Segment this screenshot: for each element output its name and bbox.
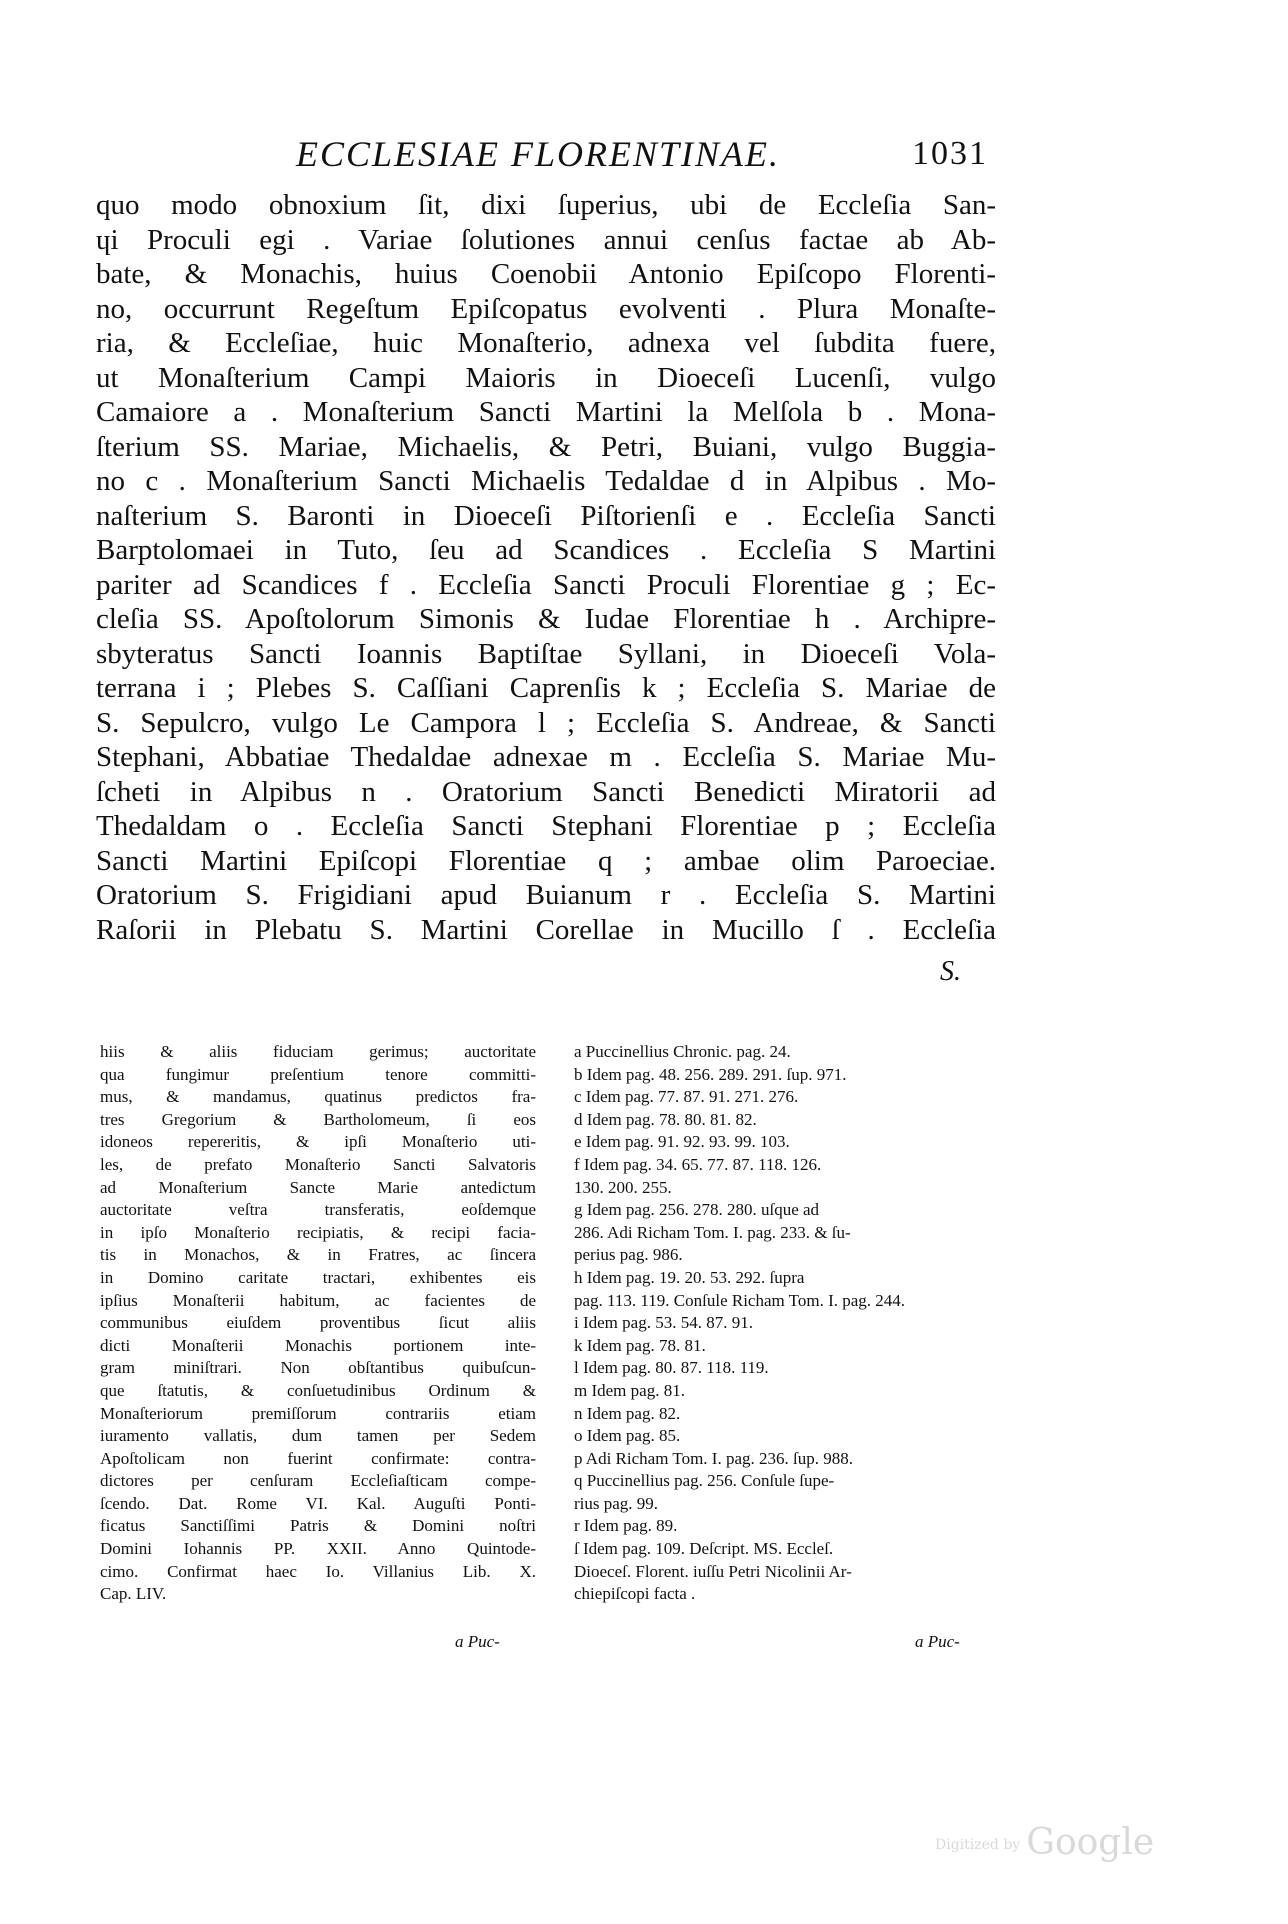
footnote-line: e Idem pag. 91. 92. 93. 99. 103. — [574, 1132, 790, 1152]
footnote-line: n Idem pag. 82. — [574, 1403, 681, 1423]
footnote-line: c Idem pag. 77. 87. 91. 271. 276. — [574, 1087, 799, 1107]
note-line: dicti Monaſterii Monachis portionem inte- — [100, 1335, 536, 1355]
note-line: Apoſtolicam non fuerint confirmate: contra- — [100, 1448, 536, 1468]
note-line: cimo. Confirmat haec Io. Villanius Lib. X. — [100, 1561, 536, 1581]
note-line: communibus eiuſdem proventibus ſicut aliis — [100, 1313, 536, 1333]
main-text-line: no, occurrunt Regeſtum Epiſcopatus evolventi . Plura Monaſte- — [96, 292, 996, 325]
footnote-line: chiepiſcopi facta . — [574, 1584, 696, 1604]
note-line: ad Monaſterium Sancte Marie antedictum — [100, 1177, 536, 1197]
footnote-line: k Idem pag. 78. 81. — [574, 1335, 706, 1355]
page-number: 1031 — [912, 135, 988, 172]
note-line: iuramento vallatis, dum tamen per Sedem — [100, 1426, 536, 1446]
main-text-block — [96, 188, 996, 947]
note-line: in Domino caritate tractari, exhibentes eis — [100, 1267, 536, 1287]
note-line: idoneos repereritis, & ipſi Monaſterio uti- — [100, 1132, 536, 1152]
main-text-line: S. Sepulcro, vulgo Le Campora l ; Eccleſia S. Andreae, & Sancti — [96, 706, 996, 739]
footnote-line: m Idem pag. 81. — [574, 1380, 685, 1400]
main-text-line: terrana i ; Plebes S. Caſſiani Caprenſis k ; Eccleſia S. Mariae de — [96, 672, 996, 704]
main-text-line: ria, & Eccleſiae, huic Monaſterio, adnexa vel ſubdita fuere, — [96, 327, 996, 359]
main-text-line: Barptolomaei in Tuto, ſeu ad Scandices . Eccleſia S Martini — [96, 534, 996, 566]
footnote-line: r Idem pag. 89. — [574, 1516, 678, 1536]
main-text-line: sbyteratus Sancti Ioannis Baptiſtae Syllani, in Dioeceſi Vola- — [96, 637, 996, 670]
note-line: mus, & mandamus, quatinus predictos fra- — [100, 1087, 536, 1107]
main-text-line: Stephani, Abbatiae Thedaldae adnexae m . Eccleſia S. Mariae Mu- — [96, 741, 996, 773]
main-text-line: no c . Monaſterium Sancti Michaelis Tedaldae d in Alpibus . Mo- — [96, 465, 996, 497]
footnote-line: d Idem pag. 78. 80. 81. 82. — [574, 1109, 757, 1129]
note-line: dictores per cenſuram Eccleſiaſticam compe- — [100, 1471, 536, 1491]
left-column-catchword: a Puc- — [455, 1632, 500, 1651]
note-line: hiis & aliis fiduciam gerimus; auctoritate — [100, 1042, 536, 1061]
footnote-line: pag. 113. 119. Conſule Richam Tom. I. pag. 244. — [574, 1290, 906, 1310]
main-catchword: S. — [940, 956, 961, 987]
note-line: ficatus Sanctiſſimi Patris & Domini noſtri — [100, 1516, 536, 1536]
main-text-line: Camaiore a . Monaſterium Sancti Martini la Melſola b . Mona- — [96, 396, 996, 428]
watermark-prefix: Digitized by — [935, 1837, 1021, 1853]
right-column-catchword: a Puc- — [915, 1632, 960, 1651]
main-text-line: Sancti Martini Epiſcopi Florentiae q ; ambae olim Paroeciae. — [96, 844, 996, 877]
page-header — [96, 133, 988, 173]
main-text-line: bate, & Monachis, huius Coenobii Antonio Epiſcopo Florenti- — [96, 258, 996, 290]
watermark-brand: Google — [1026, 1822, 1155, 1863]
footnote-line: h Idem pag. 19. 20. 53. 292. ſupra — [574, 1267, 805, 1287]
note-line: ipſius Monaſterii habitum, ac facientes de — [100, 1290, 536, 1310]
main-text-line: ɥi Proculi egi . Variae ſolutiones annui cenſus factae ab Ab- — [96, 223, 996, 256]
main-text-line: Thedaldam o . Eccleſia Sancti Stephani Florentiae p ; Eccleſia — [96, 810, 996, 842]
main-text-line: ſterium SS. Mariae, Michaelis, & Petri, Buiani, vulgo Buggia- — [96, 430, 996, 463]
main-text-line: ut Monaſterium Campi Maioris in Dioeceſi Lucenſi, vulgo — [96, 361, 996, 394]
footnote-line: f Idem pag. 34. 65. 77. 87. 118. 126. — [574, 1154, 822, 1174]
note-line: Cap. LIV. — [100, 1584, 167, 1604]
note-line: que ſtatutis, & conſuetudinibus Ordinum & — [100, 1380, 536, 1400]
main-text-line: Raſorii in Plebatu S. Martini Corellae in Mucillo ſ . Eccleſia — [96, 913, 996, 946]
main-text-line: ſcheti in Alpibus n . Oratorium Sancti Benedicti Miratorii ad — [96, 775, 996, 808]
main-text-line: quo modo obnoxium ſit, dixi ſuperius, ubi de Eccleſia San- — [96, 189, 996, 221]
note-line: tis in Monachos, & in Fratres, ac ſincera — [100, 1245, 536, 1265]
footnote-line: p Adi Richam Tom. I. pag. 236. ſup. 988. — [574, 1448, 853, 1468]
footnote-line: g Idem pag. 256. 278. 280. uſque ad — [574, 1200, 820, 1220]
footnote-line: o Idem pag. 85. — [574, 1426, 681, 1446]
note-line: qua fungimur preſentium tenore committi- — [100, 1064, 536, 1084]
main-text-line: naſterium S. Baronti in Dioeceſi Piſtorienſi e . Eccleſia Sancti — [96, 499, 996, 532]
footnote-line: i Idem pag. 53. 54. 87. 91. — [574, 1313, 753, 1333]
note-line: in ipſo Monaſterio recipiatis, & recipi facia- — [100, 1222, 536, 1242]
footnote-line: 130. 200. 255. — [574, 1177, 672, 1197]
footnotes-left-column — [100, 1041, 536, 1606]
footnote-line: ſ Idem pag. 109. Deſcript. MS. Eccleſ. — [574, 1539, 834, 1559]
footnote-line: q Puccinellius pag. 256. Conſule ſupe- — [574, 1471, 835, 1491]
footnote-line: Dioeceſ. Florent. iuſſu Petri Nicolinii Ar- — [574, 1561, 852, 1581]
main-text-line: cleſia SS. Apoſtolorum Simonis & Iudae Florentiae h . Archipre- — [96, 603, 996, 635]
note-line: ſcendo. Dat. Rome VI. Kal. Auguſti Ponti- — [100, 1493, 536, 1513]
footnotes-right-column — [574, 1041, 1014, 1606]
footnote-line: l Idem pag. 80. 87. 118. 119. — [574, 1358, 769, 1378]
main-text-line: pariter ad Scandices f . Eccleſia Sancti Proculi Florentiae g ; Ec- — [96, 568, 996, 601]
running-title: ECCLESIAE FLORENTINAE. — [296, 134, 780, 174]
digitized-watermark — [935, 1822, 1154, 1863]
note-line: Monaſteriorum premiſſorum contrariis etiam — [100, 1403, 536, 1423]
note-line: gram miniſtrari. Non obſtantibus quibuſcun- — [100, 1358, 536, 1378]
note-line: Domini Iohannis PP. XXII. Anno Quintode- — [100, 1539, 536, 1559]
footnote-line: rius pag. 99. — [574, 1493, 659, 1513]
note-line: tres Gregorium & Bartholomeum, ſi eos — [100, 1109, 536, 1129]
note-line: auctoritate veſtra transferatis, eoſdemque — [100, 1200, 536, 1220]
main-text-line: Oratorium S. Frigidiani apud Buianum r . Eccleſia S. Martini — [96, 879, 996, 911]
footnote-line: perius pag. 986. — [574, 1245, 683, 1265]
footnote-line: a Puccinellius Chronic. pag. 24. — [574, 1042, 791, 1061]
footnote-line: b Idem pag. 48. 256. 289. 291. ſup. 971. — [574, 1064, 847, 1084]
footnote-line: 286. Adi Richam Tom. I. pag. 233. & ſu- — [574, 1222, 851, 1242]
note-line: les, de prefato Monaſterio Sancti Salvatoris — [100, 1154, 536, 1174]
